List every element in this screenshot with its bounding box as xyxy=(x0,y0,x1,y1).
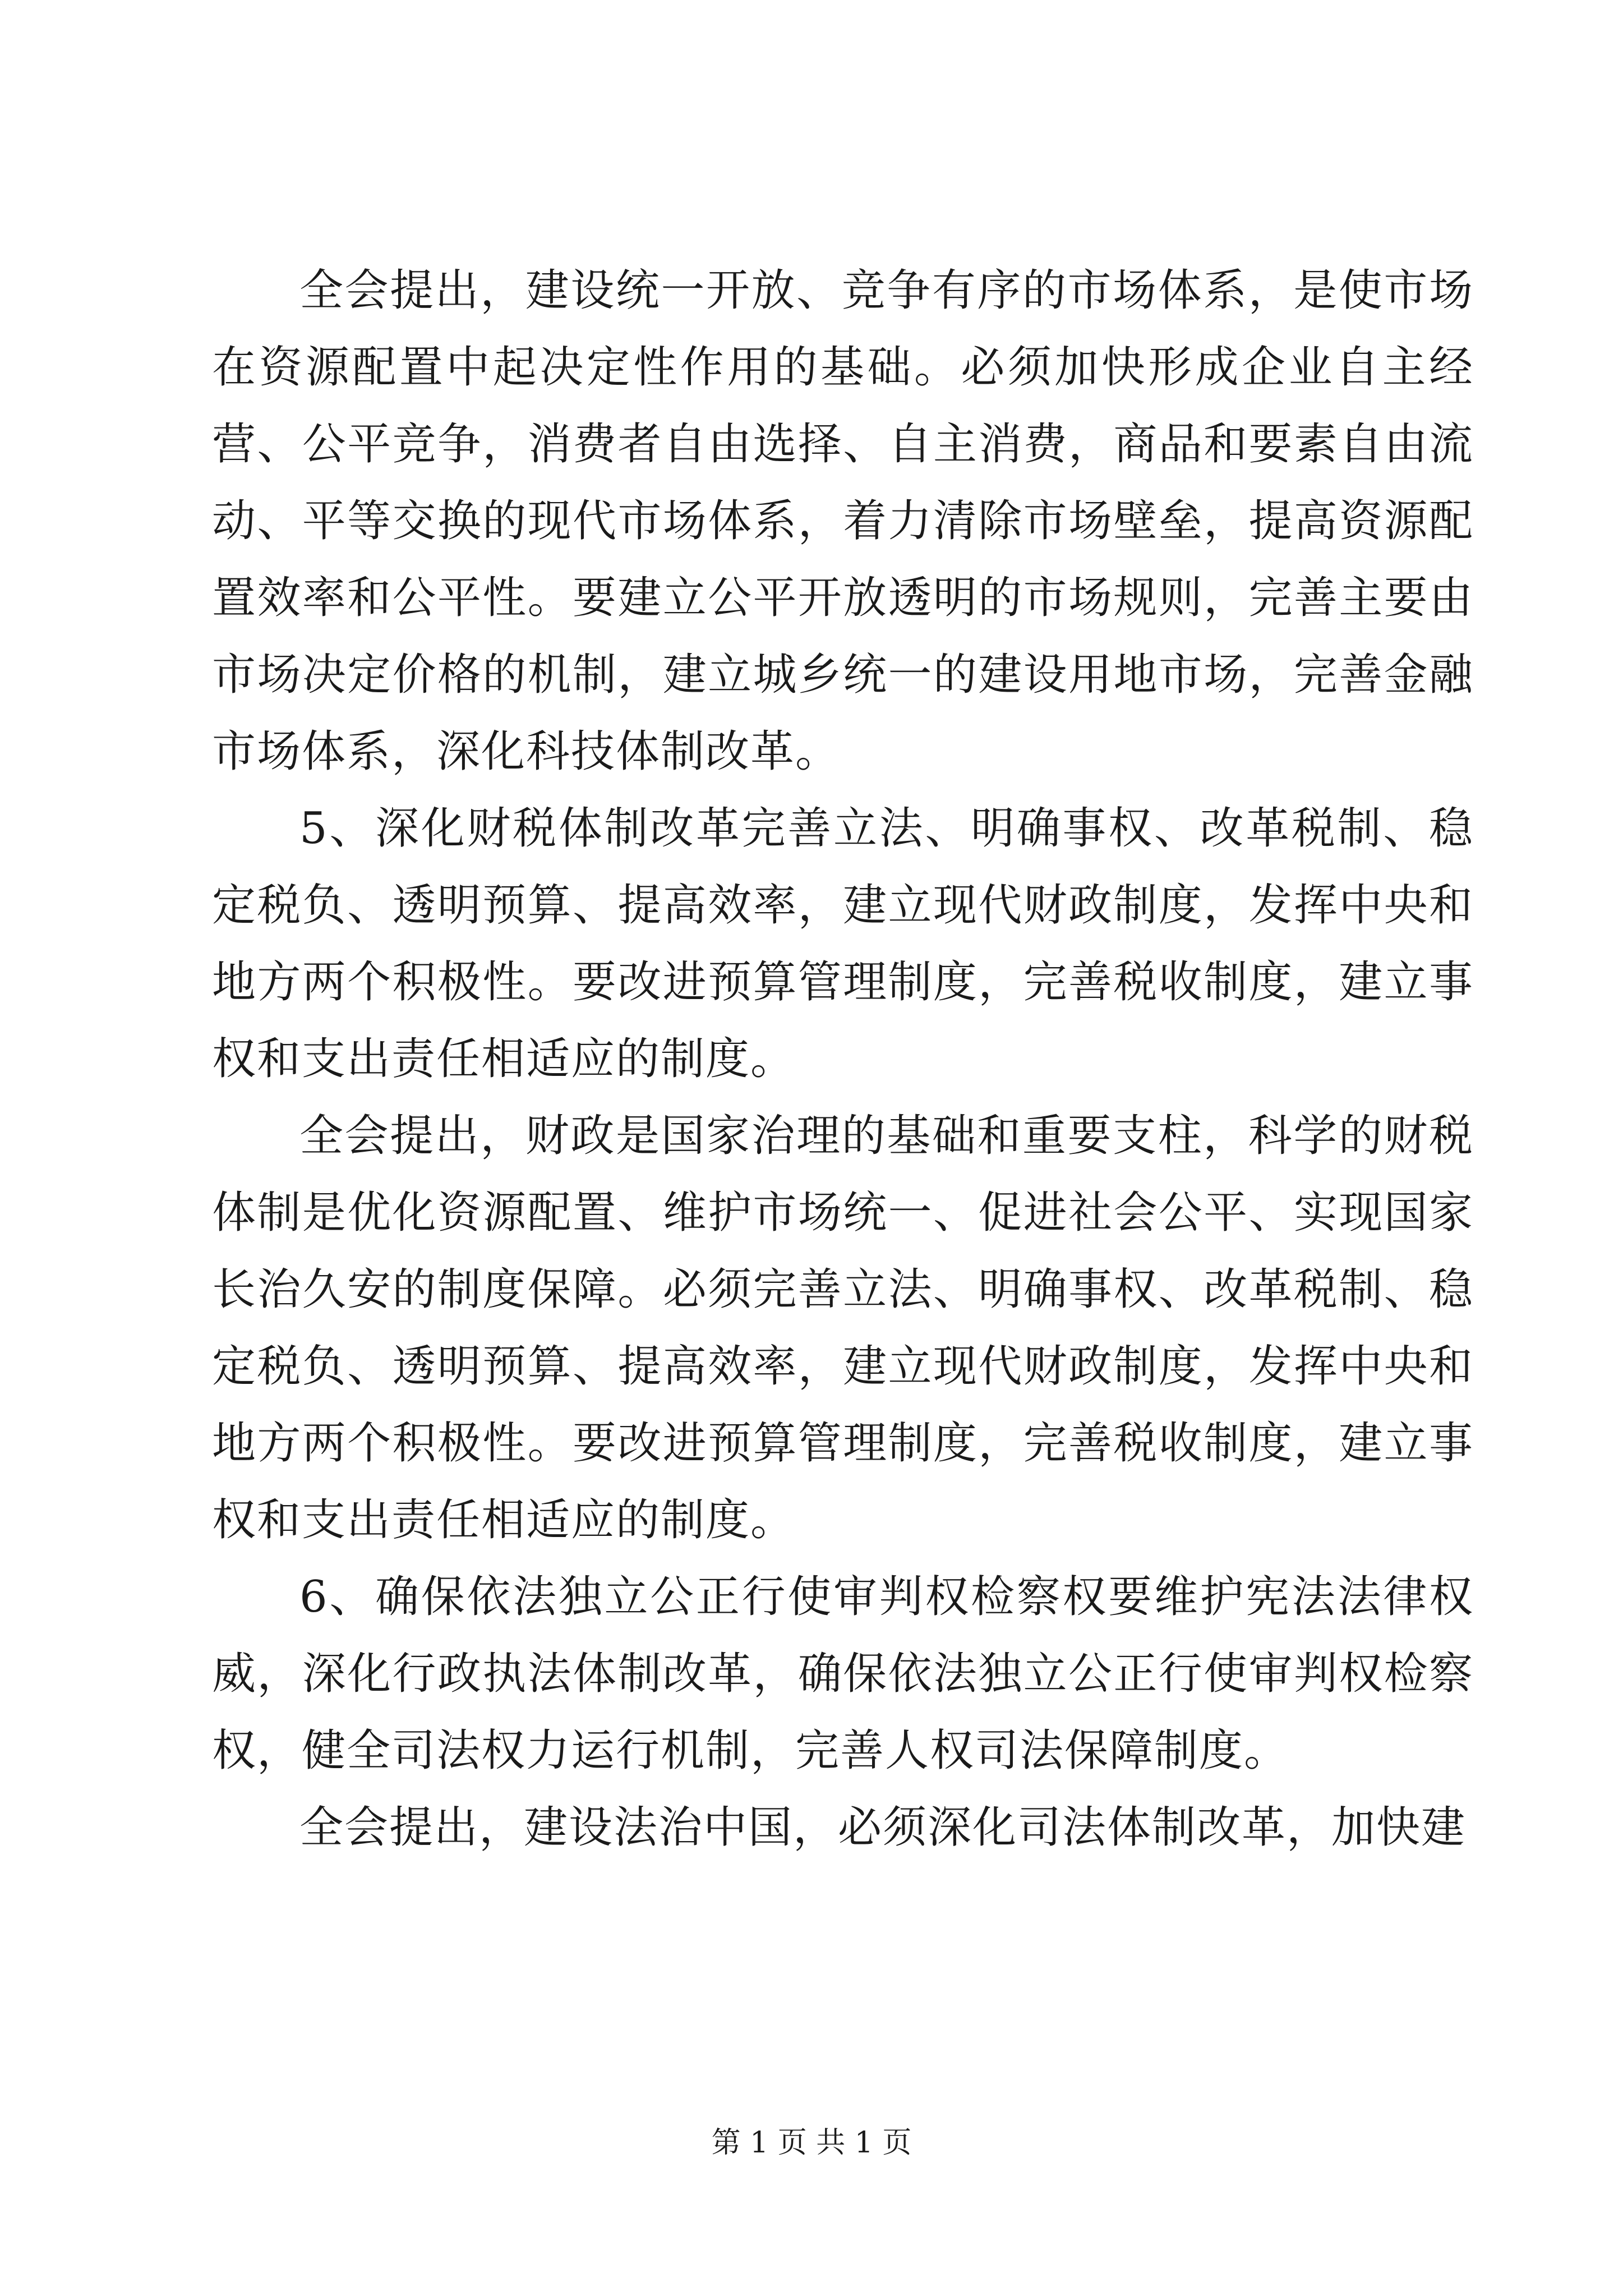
paragraph-rule-of-law: 全会提出，建设法治中国，必须深化司法体制改革，加快建 xyxy=(299,1802,1467,1853)
paragraph-judicial-independence-heading: 6、确保依法独立公正行使审判权检察权要维护宪法法律权威，深化行政执法体制改革，确保依法独立公正行使审判权检察权，健全司法权力运行机制，完善人权司法保障制度。 xyxy=(212,1572,1474,1776)
document-body xyxy=(212,252,1474,1866)
page-footer: 第 1 页 共 1 页 xyxy=(711,2126,912,2160)
paragraph-fiscal-reform-heading: 5、深化财税体制改革完善立法、明确事权、改革税制、稳定税负、透明预算、提高效率，建立现代财政制度，发挥中央和地方两个积极性。要改进预算管理制度，完善税收制度，建立事权和支出责任相适应的制度。 xyxy=(212,803,1474,1084)
paragraph-fiscal-foundation: 全会提出，财政是国家治理的基础和重要支柱，科学的财税体制是优化资源配置、维护市场统一、促进社会公平、实现国家长治久安的制度保障。必须完善立法、明确事权、改革税制、稳定税负、透明预算、提高效率，建立现代财政制度，发挥中央和地方两个积极性。要改进预算管理制度，完善税收制度，建立事权和支出责任相适应的制度。 xyxy=(212,1111,1474,1545)
paragraph-market-system: 全会提出，建设统一开放、竞争有序的市场体系，是使市场在资源配置中起决定性作用的基础。必须加快形成企业自主经营、公平竞争，消费者自由选择、自主消费，商品和要素自由流动、平等交换的现代市场体系，着力清除市场壁垒，提高资源配置效率和公平性。要建立公平开放透明的市场规则，完善主要由市场决定价格的机制，建立城乡统一的建设用地市场，完善金融市场体系，深化科技体制改革。 xyxy=(212,265,1474,777)
